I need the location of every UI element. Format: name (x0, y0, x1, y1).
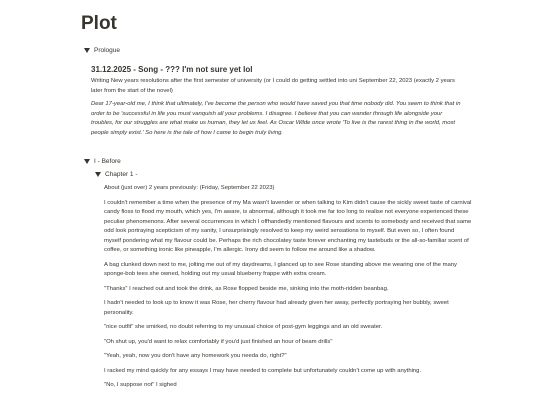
chapter-paragraph: "nice outfit" she smirked, no doubt referring to my unusual choice of post-gym leggings and an old sweater. (104, 324, 383, 330)
chapter-one-content (104, 184, 472, 396)
chapter-paragraph: "Thanks" I reached out and took the drink, as Rose flopped beside me, sinking into the moth-ridden beanbag. (104, 285, 389, 292)
toggle-prologue-label: Prologue (94, 47, 121, 54)
toggle-chapter-one-label: Chapter 1 - (105, 171, 138, 178)
chapter-paragraph: About (just over) 2 years previously: (Friday, September 22 2023) (104, 185, 275, 191)
toggle-part-one[interactable] (84, 157, 121, 166)
toggle-part-one-label: I - Before (94, 158, 121, 165)
chapter-paragraph: A bag clunked down next to me, jolting me out of my daydreams, I glanced up to see Rose standing above me wearing one of the many sponge-bob tees she owned, holding out my usual blueberry frappe with extra cream. (104, 261, 457, 277)
prologue-quote: Dear 17-year-old me, I think that ultimately, I've become the person who would have saved you that time nobody did. You seem to think that in order to be 'successful in life you must vanquish all your problems. I disagree. I believe that you can wander through life alongside your troubles, for our struggles are what make us human, they let us feel. As Oscar Wilde once wrote 'To live is the rarest thing in the world, most people simply exist.' So here is the tale of how I came to begin truly living. (91, 101, 461, 136)
chapter-paragraph: I hadn't needed to look up to know it was Rose, her cherry flavour had already given her away, perfectly portraying her bubbly, sweet personality. (104, 300, 449, 316)
toggle-triangle-icon[interactable] (84, 48, 90, 53)
chapter-paragraph: "Yeah, yeah, now you don't have any homework you needa do, right?" (104, 353, 287, 359)
prologue-heading: 31.12.2025 - Song - ??? I'm not sure yet lol (91, 65, 253, 74)
prologue-intro: Writing New years resolutions after the first semester of university (or I could do getting settled into uni September 22, 2023 (exactly 2 years later from the start of the novel) (91, 78, 455, 94)
toggle-triangle-icon[interactable] (95, 172, 101, 177)
toggle-prologue[interactable] (84, 46, 120, 55)
toggle-triangle-icon[interactable] (84, 159, 90, 164)
chapter-paragraph: I couldn't remember a time when the presence of my Ma wasn't lavender or when talking to Kim didn't cause the sickly sweet taste of carnival candy floss to flood my mouth, which yes, I'm aware, is abnormal, although it took me far too long to realise not everyone experienced these peculiar phenomenons. After several occurrences in which I offhandedly mentioned flavours and scents to somebody and received that same odd look portraying scepticism of my sanity, I unsurprisingly resolved to keep my weird sensations to myself. But even so, I often found myself pondering what my flavour could be. Perhaps the rich chocolatey taste forever enchanting my tastebuds or the all-so-familiar scent of coffee, or something ironic like pineapple, I'm allergic. Irony did seem to follow me around like a shadow. (104, 199, 472, 253)
chapter-paragraph: "No, I suppose not" I sighed (104, 382, 177, 388)
chapter-paragraph: "Oh shut up, you'd want to relax comfortably if you'd just finished an hour of beam drills" (104, 338, 333, 345)
prologue-content (91, 64, 463, 142)
toggle-chapter-one[interactable] (95, 170, 138, 179)
chapter-paragraph: I racked my mind quickly for any essays I may have needed to complete but unfortunately couldn't come up with anything. (104, 367, 422, 374)
page-title: Plot (81, 13, 117, 34)
